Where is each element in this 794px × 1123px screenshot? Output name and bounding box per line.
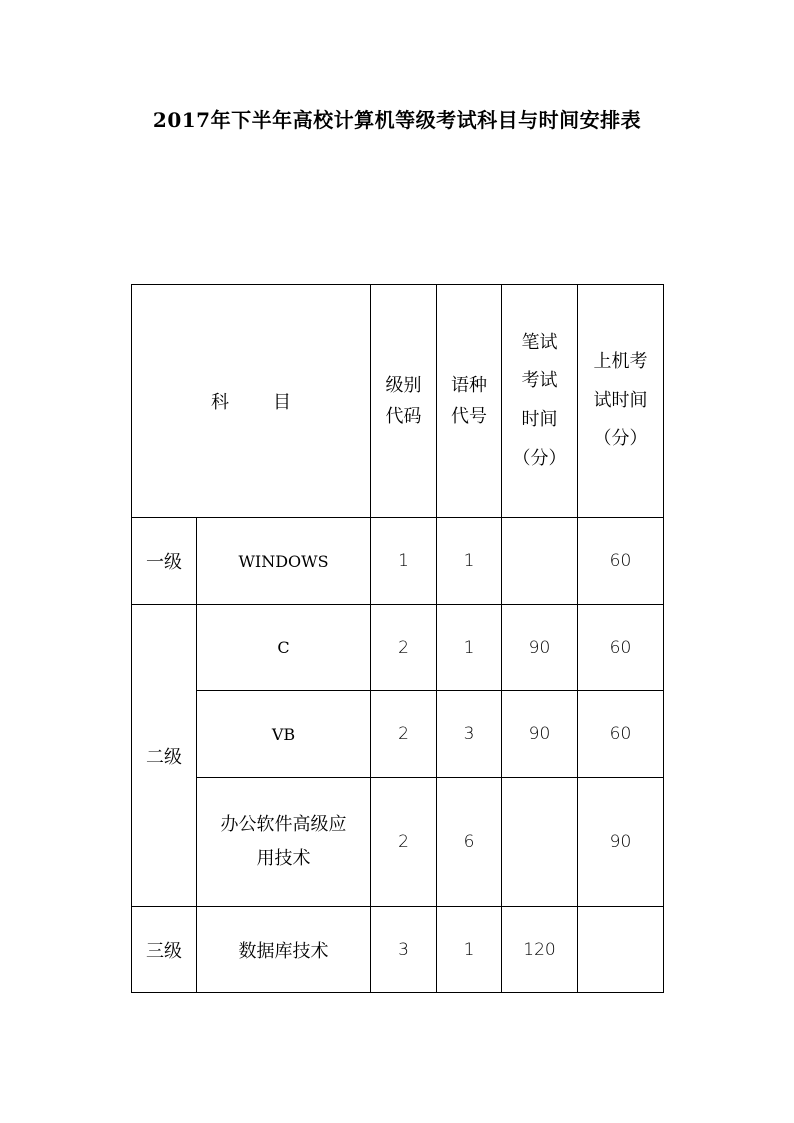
- machine-time-cell: [578, 907, 664, 993]
- header-written-exam-time: [502, 285, 578, 518]
- language-code-cell: 6: [437, 778, 502, 907]
- subject-cell: 数据库技术: [197, 907, 371, 993]
- table-row: [132, 778, 664, 907]
- table-row: [132, 907, 664, 993]
- language-code-cell: 1: [437, 518, 502, 605]
- level-code-cell: 3: [371, 907, 437, 993]
- header-written-line-2: 考试: [521, 370, 558, 392]
- machine-time-cell: 90: [578, 778, 664, 907]
- header-language-code-line-2: 代号: [451, 406, 487, 427]
- table-header-row: [132, 285, 664, 518]
- subject-line-2: 用技术: [256, 848, 311, 869]
- machine-time-cell: 60: [578, 605, 664, 691]
- machine-time-cell: 60: [578, 691, 664, 778]
- header-language-code: [437, 285, 502, 518]
- level-code-cell: 2: [371, 605, 437, 691]
- header-level-code: [371, 285, 437, 518]
- header-language-code-line-1: 语种: [451, 374, 487, 396]
- level-cell: 一级: [132, 518, 197, 605]
- header-subject-char-1: 科: [211, 392, 229, 413]
- header-written-line-3: 时间: [521, 409, 558, 430]
- header-level-code-line-1: 级别: [385, 374, 422, 396]
- machine-time-cell: 60: [578, 518, 664, 605]
- header-written-line-4: （分）: [512, 447, 567, 469]
- header-machine-line-2: 试时间: [593, 389, 648, 411]
- written-time-cell: 90: [502, 691, 578, 778]
- subject-line-1: 办公软件高级应: [220, 813, 347, 835]
- written-time-cell: [502, 778, 578, 907]
- header-machine-line-1: 上机考: [593, 350, 648, 372]
- subject-cell: VB: [197, 691, 371, 778]
- level-cell: 二级: [132, 605, 197, 907]
- language-code-cell: 1: [437, 907, 502, 993]
- table-row: [132, 691, 664, 778]
- language-code-cell: 3: [437, 691, 502, 778]
- header-written-line-1: 笔试: [521, 331, 558, 353]
- written-time-cell: 120: [502, 907, 578, 993]
- level-code-cell: 2: [371, 778, 437, 907]
- level-code-cell: 2: [371, 691, 437, 778]
- header-machine-line-3: （分）: [593, 428, 648, 450]
- written-time-cell: 90: [502, 605, 578, 691]
- header-subject-char-2: 目: [273, 392, 291, 413]
- table-row: [132, 518, 664, 605]
- level-cell: 三级: [132, 907, 197, 993]
- exam-schedule-table: [131, 284, 664, 993]
- subject-cell: [197, 778, 371, 907]
- document-title: 2017年下半年高校计算机等级考试科目与时间安排表: [152, 108, 642, 132]
- header-subject: [132, 285, 371, 518]
- table-row: [132, 605, 664, 691]
- header-machine-exam-time: [578, 285, 664, 518]
- subject-cell: WINDOWS: [197, 518, 371, 605]
- written-time-cell: [502, 518, 578, 605]
- subject-cell: C: [197, 605, 371, 691]
- language-code-cell: 1: [437, 605, 502, 691]
- header-level-code-line-2: 代码: [385, 406, 422, 427]
- level-code-cell: 1: [371, 518, 437, 605]
